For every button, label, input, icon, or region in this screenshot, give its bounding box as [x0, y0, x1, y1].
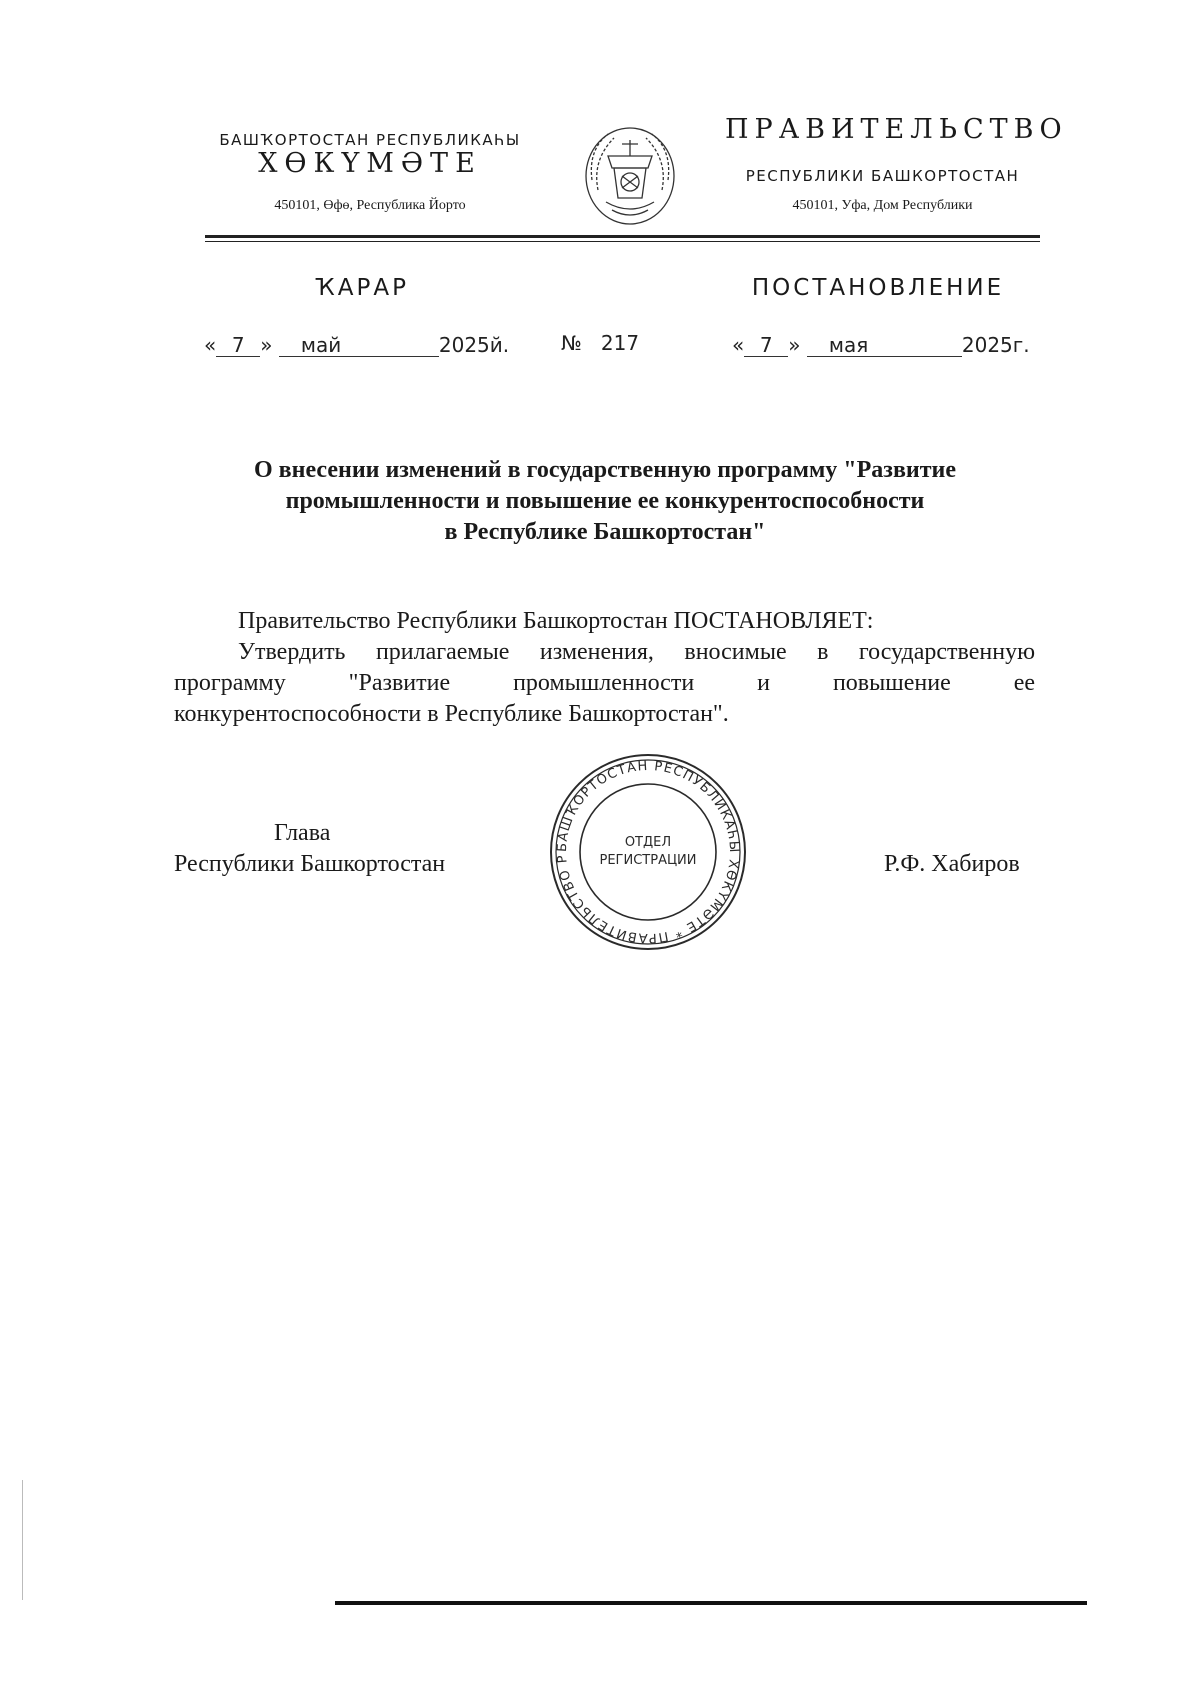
number-sign: №: [561, 331, 582, 355]
date-left-day: 7: [216, 334, 260, 357]
stamp-outer-ring-text: БАШҠОРТОСТАН РЕСПУБЛИКАҺЫ ХӨКҮМӘТЕ * ПРАВИТЕЛЬСТВО Р: [554, 758, 742, 946]
date-right-day: 7: [744, 334, 788, 357]
scan-edge-left: [22, 1480, 23, 1600]
date-right-open-quote: «: [732, 333, 745, 357]
body-line-2: Утвердить прилагаемые изменения, вносимые в государственную: [238, 639, 1035, 665]
date-left-month: май: [279, 334, 439, 357]
date-right: [732, 333, 1030, 357]
header-left-line1: БАШҠОРТОСТАН РЕСПУБЛИКАҺЫ: [219, 131, 521, 149]
title-line-1: О внесении изменений в государственную программу "Развитие: [253, 457, 956, 483]
header-rule-thin: [205, 241, 1040, 242]
header-right-address: 450101, Уфа, Дом Республики: [792, 198, 973, 213]
stamp-center-line2: РЕГИСТРАЦИИ: [599, 853, 697, 868]
number-value: 217: [600, 331, 640, 355]
document-number: [561, 331, 639, 355]
title-line-3: в Республике Башкортостан": [444, 519, 766, 545]
coat-of-arms-emblem: [578, 120, 682, 228]
doc-kind-russian: ПОСТАНОВЛЕНИЕ: [751, 275, 1005, 301]
signatory-name: Р.Ф. Хабиров: [884, 851, 1020, 877]
date-left-close-quote: »: [260, 333, 273, 357]
date-right-year-prefix: 20: [961, 333, 988, 357]
date-left-open-quote: «: [204, 333, 217, 357]
header-left-address: 450101, Өфө, Республика Йорто: [274, 198, 466, 213]
signatory-position-line1: Глава: [274, 820, 331, 846]
date-right-close-quote: »: [788, 333, 801, 357]
body-line-1: Правительство Республики Башкортостан ПОСТАНОВЛЯЕТ:: [238, 608, 874, 634]
signatory-position-line2: Республики Башкортостан: [174, 851, 446, 877]
date-right-year-suffix: 25г.: [987, 333, 1030, 357]
date-left: [204, 333, 509, 357]
header-right-line1: ПРАВИТЕЛЬСТВО: [725, 114, 1068, 145]
body-line-3: программу "Развитие промышленности и повышение ее: [174, 670, 1035, 696]
scan-edge-line: [335, 1601, 1087, 1605]
date-right-month: мая: [807, 334, 962, 357]
document-title: [170, 455, 1040, 548]
title-line-2: промышленности и повышение ее конкурентоспособности: [285, 488, 925, 514]
header-left-line2: ХӨКҮМӘТЕ: [258, 148, 482, 179]
date-left-year-suffix: 25й.: [464, 333, 510, 357]
body-line-4: конкурентоспособности в Республике Башкортостан".: [174, 701, 729, 727]
header-rule-thick: [205, 235, 1040, 238]
header-right-line2: РЕСПУБЛИКИ БАШКОРТОСТАН: [745, 167, 1020, 185]
registration-stamp: [548, 752, 748, 952]
date-left-year-prefix: 20: [438, 333, 465, 357]
stamp-center-line1: ОТДЕЛ: [624, 835, 672, 850]
doc-kind-bashkir: ҠАРАР: [315, 275, 409, 301]
